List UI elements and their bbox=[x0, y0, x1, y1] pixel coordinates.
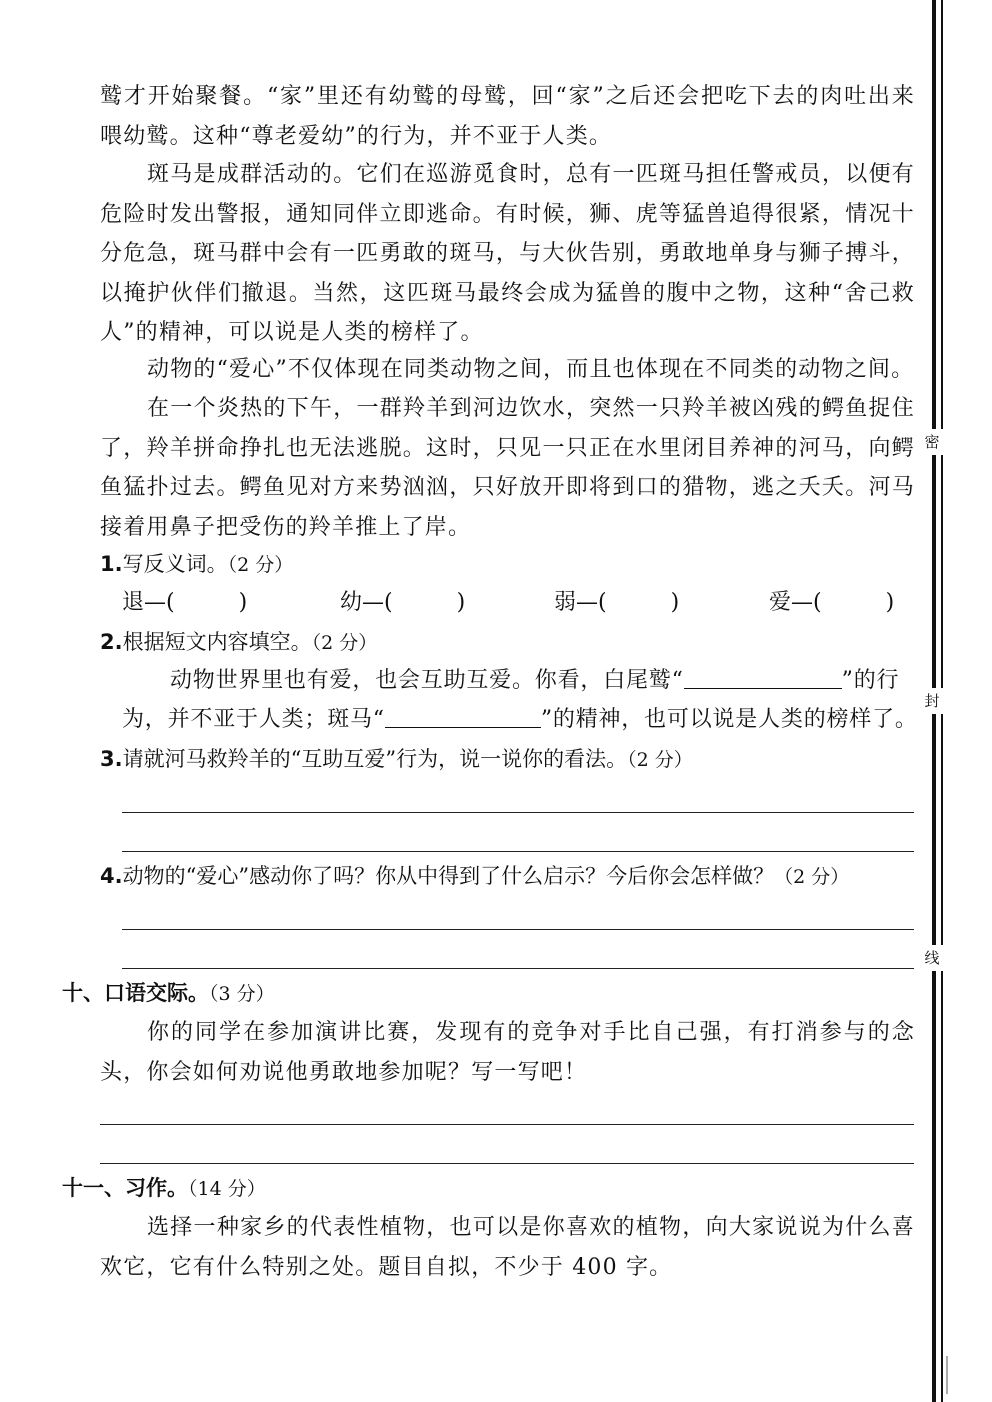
section-10-prompt: 你的同学在参加演讲比赛，发现有的竞争对手比自己强，有打消参与的念头，你会如何劝说他勇敢地参加呢？写一写吧！ bbox=[100, 1020, 915, 1085]
passage-paragraph-4: 在一个炎热的下午，一群羚羊到河边饮水，突然一只羚羊被凶残的鳄鱼捉住了，羚羊拼命挣扎也无法逃脱。这时，只见一只正在水里闭目养神的河马，向鳄鱼猛扑过去。鳄鱼见对方来势汹汹，只好放开即将到口的猎物，逃之夭夭。河马接着用鼻子把受伤的羚羊推上了岸。 bbox=[100, 396, 915, 540]
answer-line-q4-2[interactable] bbox=[122, 968, 914, 969]
question-4-text: 动物的“爱心”感动你了吗？你从中得到了什么启示？今后你会怎样做？ bbox=[122, 864, 775, 888]
antonym-item-1[interactable]: 退—( ) bbox=[122, 590, 248, 615]
question-1-text: 写反义词。 bbox=[122, 552, 228, 576]
answer-line-q3-1[interactable] bbox=[122, 812, 914, 813]
question-3-text: 请就河马救羚羊的“互助互爱”行为，说一说你的看法。 bbox=[122, 747, 628, 771]
antonym-item-4[interactable]: 爱—( ) bbox=[769, 590, 895, 615]
antonym-row bbox=[122, 588, 914, 618]
question-3-points: （2 分） bbox=[627, 749, 693, 771]
question-3 bbox=[100, 744, 915, 775]
question-2-fill-line-2: 为，并不亚于人类；斑马“ ”的精神，也可以说是人类的榜样了。 bbox=[122, 707, 918, 732]
fill-blank-1[interactable] bbox=[684, 666, 842, 689]
antonym-item-3[interactable]: 弱—( ) bbox=[554, 590, 680, 615]
question-1-points: （2 分） bbox=[227, 554, 294, 576]
question-2-number: 2. bbox=[100, 630, 123, 654]
question-4 bbox=[100, 861, 915, 892]
question-4-points: （2 分） bbox=[774, 866, 850, 888]
section-10-points: （3 分） bbox=[209, 983, 275, 1005]
question-2 bbox=[100, 627, 915, 658]
answer-line-q4-1[interactable] bbox=[122, 929, 914, 930]
question-2-fill-line-1: 动物世界里也有爱，也会互助互爱。你看，白尾鹫“ ”的行 bbox=[170, 668, 900, 693]
answer-line-s10-2[interactable] bbox=[100, 1163, 914, 1164]
section-11-prompt: 选择一种家乡的代表性植物，也可以是你喜欢的植物，向大家说说为什么喜欢它，它有什么特别之处。题目自拟，不少于 400 字。 bbox=[100, 1215, 915, 1280]
seal-char-feng: 封 bbox=[921, 688, 943, 714]
section-11-heading bbox=[62, 1173, 266, 1204]
page-edge-mark bbox=[946, 1356, 948, 1394]
answer-line-s10-1[interactable] bbox=[100, 1124, 914, 1125]
passage-paragraph-2: 斑马是成群活动的。它们在巡游觅食时，总有一匹斑马担任警戒员，以便有危险时发出警报，通知同伴立即逃命。有时候，狮、虎等猛兽追得很紧，情况十分危急，斑马群中会有一匹勇敢的斑马，与大伙告别，勇敢地单身与狮子搏斗，以掩护伙伴们撤退。当然，这匹斑马最终会成为猛兽的腹中之物，这种“舍己救人”的精神，可以说是人类的榜样了。 bbox=[100, 162, 915, 345]
question-3-number: 3. bbox=[100, 747, 123, 771]
answer-line-q3-2[interactable] bbox=[122, 851, 914, 852]
question-2-text: 根据短文内容填空。 bbox=[122, 630, 312, 654]
seal-char-xian: 线 bbox=[921, 945, 943, 971]
section-11-points: （14 分） bbox=[188, 1178, 266, 1200]
antonym-item-2[interactable]: 幼—( ) bbox=[340, 590, 466, 615]
question-2-points: （2 分） bbox=[311, 632, 378, 654]
passage-paragraph-1: 鹫才开始聚餐。“家”里还有幼鹫的母鹫，回“家”之后还会把吃下去的肉吐出来喂幼鹫。这种“尊老爱幼”的行为，并不亚于人类。 bbox=[100, 84, 915, 149]
section-11-title: 十一、习作。 bbox=[62, 1176, 188, 1200]
question-4-number: 4. bbox=[100, 864, 123, 888]
section-10-title: 十、口语交际。 bbox=[62, 981, 209, 1005]
question-1 bbox=[100, 549, 915, 580]
question-1-number: 1. bbox=[100, 552, 123, 576]
fill-blank-2[interactable] bbox=[385, 705, 541, 728]
passage-paragraph-3: 动物的“爱心”不仅体现在同类动物之间，而且也体现在不同类的动物之间。 bbox=[147, 357, 915, 382]
section-10-heading bbox=[62, 978, 275, 1009]
seal-char-mi: 密 bbox=[921, 429, 943, 455]
